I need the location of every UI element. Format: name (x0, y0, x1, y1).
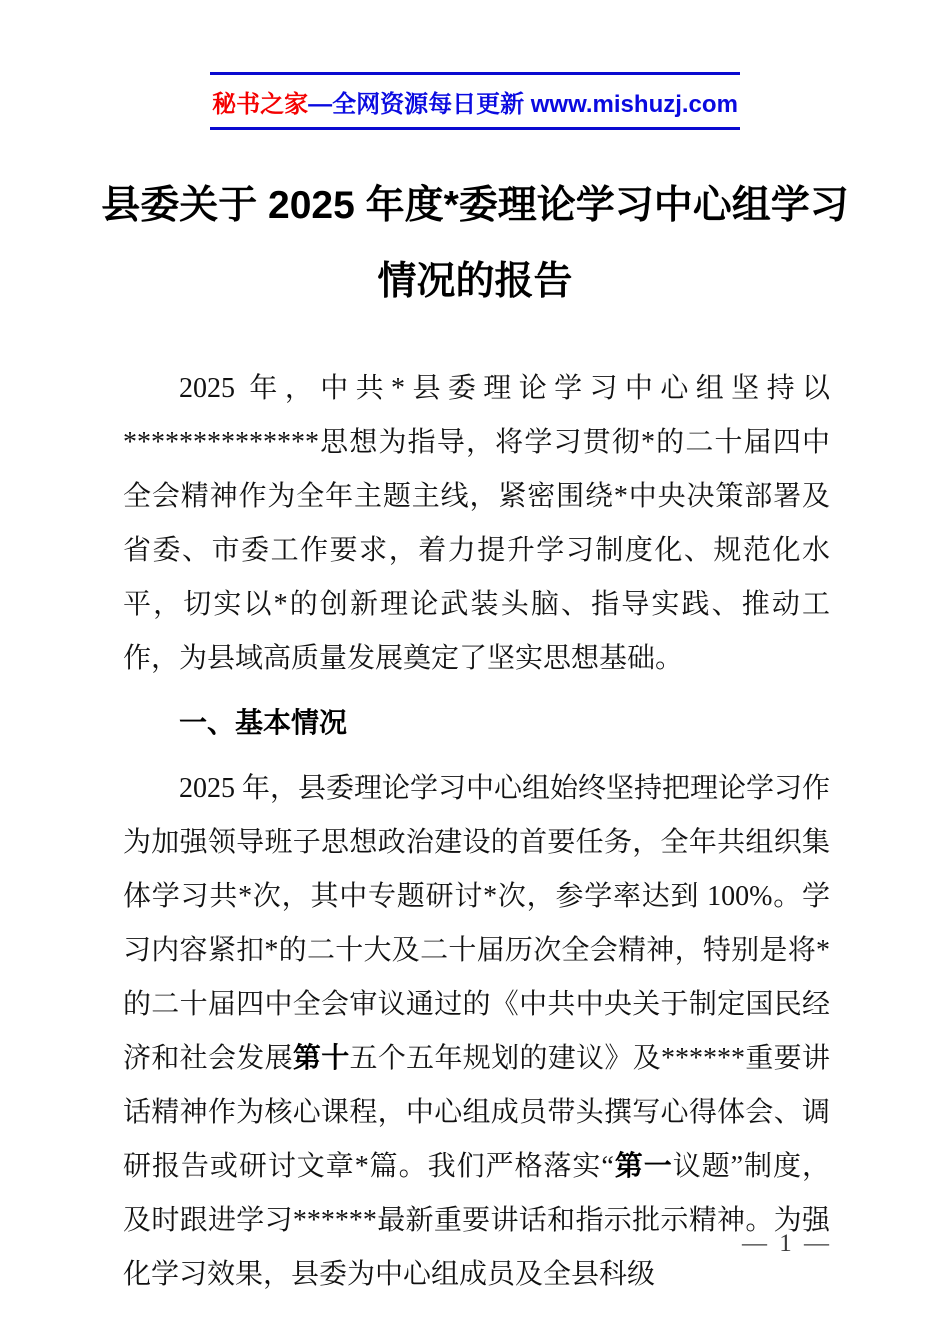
page-number: — 1 — (742, 1230, 832, 1257)
paragraph-text: 五个五年规划的建议》及******重要讲话精神作为核心课程，中心组成员带头撰写心得体会、调研报告或研讨文章*篇。我们严格落实“ (123, 1043, 830, 1182)
site-tagline: —全网资源每日更新 (308, 91, 531, 118)
section-1-paragraph (123, 762, 830, 1302)
site-header (210, 72, 740, 130)
site-url: www.mishuzj.com (530, 91, 738, 118)
intro-paragraph: 2025 年，中共*县委理论学习中心组坚持以**************思想为指导，将学习贯彻*的二十届四中全会精神作为全年主题主线，紧密围绕*中央决策部署及省委、市委工作要求，着力提升学习制度化、规范化水平，切实以*的创新理论武装头脑、指导实践、推动工作，为县域高质量发展奠定了坚实思想基础。 (123, 373, 830, 674)
title-line-2: 情况的报告 (377, 260, 573, 303)
header-bottom-rule (210, 127, 740, 130)
bold-term-1: 第十 (292, 1043, 350, 1074)
paragraph-text: 议题”制度，及时跟进学习******最新重要讲话和指示批示精神。为强化学习效果，县委为中心组成员及全县科级 (123, 1151, 830, 1290)
paragraph-text: 2025 年，县委理论学习中心组始终坚持把理论学习作为加强领导班子思想政治建设的首要任务，全年共组织集体学习共*次，其中专题研讨*次，参学率达到 100%。学习内容紧扣*的二十大及二十届历次全会精神，特别是将*的二十届四中全会审议通过的《中共中央关于制定国民经济和社会发展 (123, 773, 831, 1074)
bold-term-2: 第一 (613, 1151, 673, 1182)
title-line-1: 县委关于 2025 年度*委理论学习中心组学习 (101, 184, 849, 227)
section-heading-1: 一、基本情况 (179, 708, 348, 739)
document-body (123, 362, 830, 1302)
header-text (210, 75, 740, 127)
site-brand: 秘书之家 (212, 91, 309, 118)
document-title (0, 168, 950, 320)
